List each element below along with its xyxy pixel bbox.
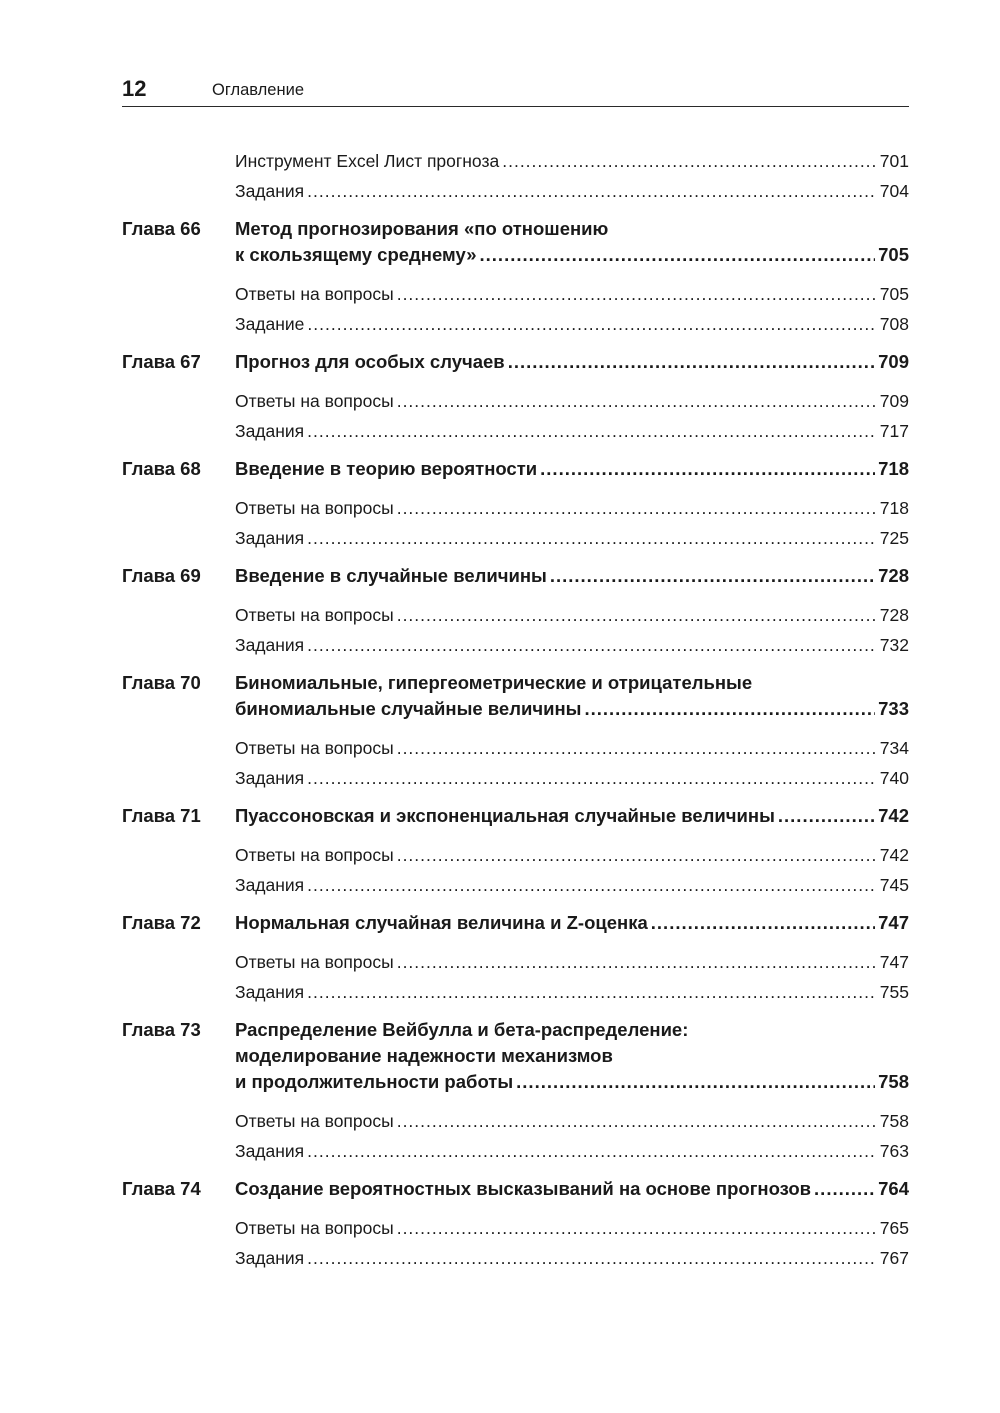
dot-leader <box>540 456 875 482</box>
dot-leader <box>397 493 877 523</box>
dot-leader <box>397 279 877 309</box>
chapter-title-block <box>235 456 909 482</box>
toc-section-entry[interactable] <box>235 279 909 309</box>
chapter-title-text: Введение в случайные величины <box>235 565 547 586</box>
intro-sections <box>235 146 909 206</box>
chapter-title-last-line <box>235 1176 909 1202</box>
intro-sections-block <box>122 146 909 206</box>
chapter-entry[interactable] <box>122 563 909 589</box>
section-page-number: 725 <box>879 528 909 548</box>
section-title: Задания <box>235 1141 305 1161</box>
chapter-block <box>122 670 909 793</box>
toc-section-entry[interactable] <box>235 416 909 446</box>
section-title: Ответы на вопросы <box>235 605 394 625</box>
section-page-number: 701 <box>879 151 909 171</box>
toc-section-entry[interactable] <box>235 176 909 206</box>
chapter-sections <box>235 1106 909 1166</box>
page-number: 12 <box>122 76 147 101</box>
toc-section-entry[interactable] <box>235 630 909 660</box>
chapter-title-text: Нормальная случайная величина и Z-оценка <box>235 912 648 933</box>
section-page-number: 718 <box>879 498 909 518</box>
section-title: Задания <box>235 875 305 895</box>
chapter-title-text: Введение в теорию вероятности <box>235 458 538 479</box>
section-title: Задания <box>235 1248 305 1268</box>
section-page-number: 734 <box>879 738 909 758</box>
dot-leader <box>307 1136 877 1166</box>
chapter-page-number: 742 <box>878 805 909 826</box>
toc-section-entry[interactable] <box>235 763 909 793</box>
toc-section-entry[interactable] <box>235 870 909 900</box>
section-page-number: 747 <box>879 952 909 972</box>
section-page-number: 728 <box>879 605 909 625</box>
chapter-title-block <box>235 1176 909 1202</box>
chapter-label: Глава 70 <box>122 672 201 693</box>
chapter-page-number: 758 <box>878 1071 909 1092</box>
chapter-page-number: 747 <box>878 912 909 933</box>
dot-leader <box>480 242 876 268</box>
chapter-list <box>122 216 909 1273</box>
chapter-label: Глава 73 <box>122 1019 201 1040</box>
chapter-title-block <box>235 349 909 375</box>
toc-section-entry[interactable] <box>235 733 909 763</box>
chapter-sections <box>235 600 909 660</box>
chapter-title-last-line <box>235 456 909 482</box>
chapter-sections <box>235 840 909 900</box>
section-title: Задания <box>235 768 305 788</box>
chapter-title-line: Биномиальные, гипергеометрические и отрицательные <box>235 672 753 693</box>
chapter-entry[interactable] <box>122 349 909 375</box>
section-title: Ответы на вопросы <box>235 1111 394 1131</box>
section-page-number: 758 <box>879 1111 909 1131</box>
section-title: Ответы на вопросы <box>235 391 394 411</box>
section-page-number: 705 <box>879 284 909 304</box>
chapter-entry[interactable] <box>122 803 909 829</box>
toc-section-entry[interactable] <box>235 600 909 630</box>
section-page-number: 767 <box>879 1248 909 1268</box>
dot-leader <box>307 523 877 553</box>
section-title: Инструмент Excel Лист прогноза <box>235 151 500 171</box>
dot-leader <box>397 600 877 630</box>
chapter-entry[interactable] <box>122 1017 909 1095</box>
dot-leader <box>307 176 877 206</box>
section-page-number: 709 <box>879 391 909 411</box>
toc-section-entry[interactable] <box>235 309 909 339</box>
section-title: Ответы на вопросы <box>235 284 394 304</box>
chapter-page-number: 709 <box>878 351 909 372</box>
section-title: Задания <box>235 421 305 441</box>
chapter-title-block <box>235 910 909 936</box>
chapter-entry[interactable] <box>122 456 909 482</box>
chapter-label: Глава 68 <box>122 458 201 479</box>
section-title: Ответы на вопросы <box>235 845 394 865</box>
section-title: Задание <box>235 314 305 334</box>
chapter-title-last-line <box>235 563 909 589</box>
chapter-sections <box>235 493 909 553</box>
chapter-entry[interactable] <box>122 670 909 722</box>
dot-leader <box>397 947 877 977</box>
toc-section-entry[interactable] <box>235 1213 909 1243</box>
chapter-title-last-line <box>235 910 909 936</box>
dot-leader <box>307 1243 877 1273</box>
section-title: Ответы на вопросы <box>235 952 394 972</box>
table-of-contents <box>122 146 909 1283</box>
dot-leader <box>307 416 877 446</box>
section-page-number: 732 <box>879 635 909 655</box>
toc-section-entry[interactable] <box>235 1136 909 1166</box>
chapter-page-number: 764 <box>878 1178 909 1199</box>
chapter-entry[interactable] <box>122 910 909 936</box>
chapter-title-line: моделирование надежности механизмов <box>235 1045 613 1066</box>
toc-section-entry[interactable] <box>235 840 909 870</box>
toc-section-entry[interactable] <box>235 493 909 523</box>
toc-section-entry[interactable] <box>235 146 909 176</box>
chapter-label: Глава 67 <box>122 351 201 372</box>
dot-leader <box>778 803 875 829</box>
chapter-block <box>122 216 909 339</box>
section-page-number: 740 <box>879 768 909 788</box>
section-page-number: 745 <box>879 875 909 895</box>
chapter-title-block <box>235 563 909 589</box>
section-title: Задания <box>235 635 305 655</box>
chapter-block <box>122 803 909 900</box>
section-title: Ответы на вопросы <box>235 1218 394 1238</box>
chapter-sections <box>235 947 909 1007</box>
dot-leader <box>508 349 875 375</box>
toc-section-entry[interactable] <box>235 386 909 416</box>
dot-leader <box>307 977 877 1007</box>
chapter-title-block <box>235 216 909 268</box>
chapter-sections <box>235 279 909 339</box>
chapter-title-last-line <box>235 696 909 722</box>
dot-leader <box>814 1176 875 1202</box>
chapter-title-last-line <box>235 803 909 829</box>
chapter-label: Глава 72 <box>122 912 201 933</box>
chapter-title-text: биномиальные случайные величины <box>235 698 582 719</box>
chapter-label: Глава 71 <box>122 805 201 826</box>
dot-leader <box>397 386 877 416</box>
section-title: Ответы на вопросы <box>235 738 394 758</box>
dot-leader <box>397 733 877 763</box>
chapter-block <box>122 910 909 1007</box>
chapter-block <box>122 349 909 446</box>
section-page-number: 763 <box>879 1141 909 1161</box>
dot-leader <box>307 309 876 339</box>
section-page-number: 708 <box>879 314 909 334</box>
chapter-label: Глава 74 <box>122 1178 201 1199</box>
chapter-page-number: 705 <box>878 244 909 265</box>
section-page-number: 742 <box>879 845 909 865</box>
dot-leader <box>307 630 877 660</box>
dot-leader <box>307 763 877 793</box>
chapter-sections <box>235 1213 909 1273</box>
chapter-title-last-line <box>235 349 909 375</box>
chapter-label: Глава 69 <box>122 565 201 586</box>
toc-section-entry[interactable] <box>235 1106 909 1136</box>
page-header <box>122 76 909 107</box>
dot-leader <box>550 563 875 589</box>
dot-leader <box>584 696 875 722</box>
chapter-page-number: 728 <box>878 565 909 586</box>
chapter-title-block <box>235 1017 909 1095</box>
chapter-entry[interactable] <box>122 216 909 268</box>
dot-leader <box>502 146 877 176</box>
section-page-number: 755 <box>879 982 909 1002</box>
section-page-number: 704 <box>879 181 909 201</box>
chapter-title-text: Пуассоновская и экспоненциальная случайные величины <box>235 805 775 826</box>
toc-section-entry[interactable] <box>235 1243 909 1273</box>
dot-leader <box>516 1069 875 1095</box>
chapter-entry[interactable] <box>122 1176 909 1202</box>
section-title: Задания <box>235 181 305 201</box>
chapter-block <box>122 456 909 553</box>
chapter-title-text: Создание вероятностных высказываний на основе прогнозов <box>235 1178 812 1199</box>
chapter-title-text: Прогноз для особых случаев <box>235 351 505 372</box>
toc-section-entry[interactable] <box>235 947 909 977</box>
dot-leader <box>651 910 875 936</box>
dot-leader <box>397 1213 877 1243</box>
chapter-block <box>122 563 909 660</box>
section-page-number: 717 <box>879 421 909 441</box>
chapter-label: Глава 66 <box>122 218 201 239</box>
section-title: Задания <box>235 982 305 1002</box>
chapter-page-number: 733 <box>878 698 909 719</box>
chapter-sections <box>235 386 909 446</box>
chapter-sections <box>235 733 909 793</box>
section-title: Задания <box>235 528 305 548</box>
chapter-title-text: к скользящему среднему» <box>235 244 477 265</box>
running-head: Оглавление <box>212 81 304 99</box>
chapter-page-number: 718 <box>878 458 909 479</box>
chapter-block <box>122 1017 909 1166</box>
chapter-title-block <box>235 670 909 722</box>
chapter-block <box>122 1176 909 1273</box>
section-page-number: 765 <box>879 1218 909 1238</box>
toc-section-entry[interactable] <box>235 523 909 553</box>
dot-leader <box>307 870 877 900</box>
chapter-title-text: и продолжительности работы <box>235 1071 514 1092</box>
dot-leader <box>397 840 877 870</box>
section-title: Ответы на вопросы <box>235 498 394 518</box>
chapter-title-line: Распределение Вейбулла и бета-распределение: <box>235 1019 689 1040</box>
chapter-title-last-line <box>235 1069 909 1095</box>
chapter-title-line: Метод прогнозирования «по отношению <box>235 218 609 239</box>
chapter-title-block <box>235 803 909 829</box>
chapter-title-last-line <box>235 242 909 268</box>
dot-leader <box>397 1106 877 1136</box>
toc-section-entry[interactable] <box>235 977 909 1007</box>
